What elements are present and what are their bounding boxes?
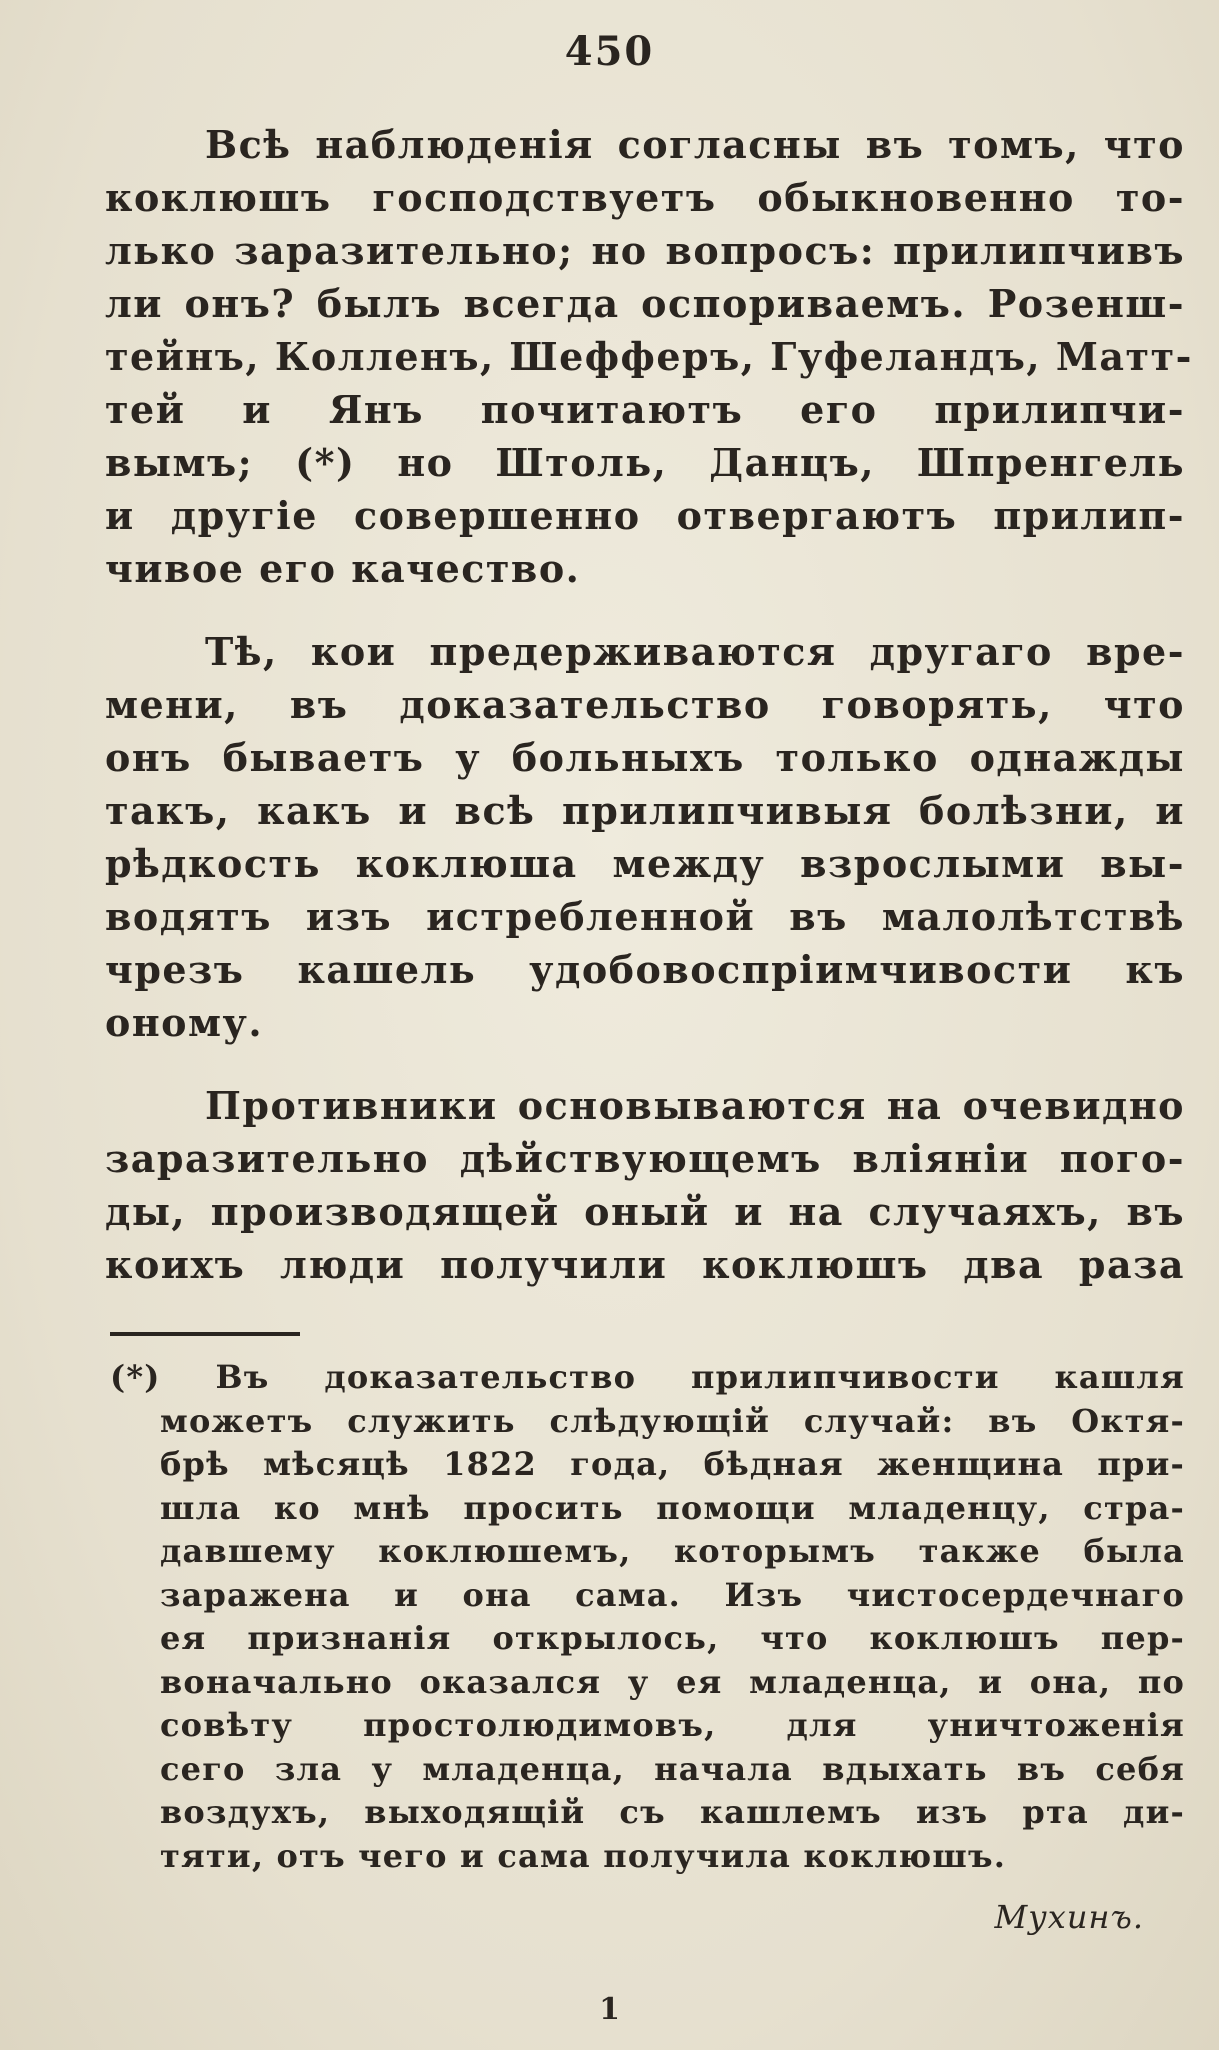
paragraph-3 (105, 1079, 1185, 1291)
text-line: тейнъ, Колленъ, Шефферъ, Гуфеландъ, Матт- (105, 334, 1193, 379)
text-line: водятъ изъ истребленной въ малолѣтствѣ (105, 894, 1185, 939)
text-line: коклюшъ господствуетъ обыкновенно то- (105, 175, 1185, 220)
footnote-line: брѣ мѣсяцѣ 1822 года, бѣдная женщина при- (160, 1445, 1185, 1483)
footnote-line: можетъ служить слѣдующій случай: въ Октя- (160, 1401, 1185, 1440)
footnote-line: совѣту простолюдимовъ, для уничтоженія (160, 1706, 1185, 1744)
footnote-line: воначально оказался у ея младенца, и она, по (160, 1662, 1185, 1701)
text-line: лько заразительно; но вопросъ: прилипчивъ (105, 228, 1185, 273)
paragraph-1 (105, 118, 1193, 595)
footnote-line: ея признанія открылось, что коклюшъ пер- (160, 1619, 1185, 1657)
text-line: рѣдкость коклюша между взрослыми вы- (105, 841, 1185, 886)
text-line: и другіе совершенно отвергаютъ прилип- (105, 493, 1185, 538)
text-line: Всѣ наблюденія согласны въ томъ, что (205, 122, 1185, 167)
text-line: коихъ люди получили коклюшъ два раза (105, 1242, 1185, 1287)
footnote-line: воздухъ, выходящій съ кашлемъ изъ рта ди- (160, 1793, 1185, 1831)
text-line: чрезъ кашель удобовоспріимчивости къ (105, 947, 1185, 992)
text-line: мени, въ доказательство говорять, что (105, 682, 1185, 727)
footnote-line: сего зла у младенца, начала вдыхать въ себя (160, 1749, 1185, 1788)
footnote-signature: Мухинъ. (994, 1898, 1144, 1936)
footnote (110, 1356, 1185, 1878)
text-line: Тѣ, кои предерживаются другаго вре- (205, 629, 1185, 674)
footnote-line: тяти, отъ чего и сама получила коклюшъ. (160, 1836, 1007, 1875)
paragraph-2 (105, 625, 1185, 1049)
footnote-line: давшему коклюшемъ, которымъ также была (160, 1532, 1185, 1570)
text-line: тей и Янъ почитаютъ его прилипчи- (105, 387, 1185, 432)
signature-mark: 1 (599, 1992, 620, 2027)
text-line: заразительно дѣйствующемъ вліяніи пого- (105, 1136, 1185, 1181)
footnote-line: заражена и она сама. Изъ чистосердечнаго (160, 1575, 1185, 1614)
text-line: чивое его качество. (105, 546, 581, 591)
body-text (105, 118, 1193, 1291)
page-number: 450 (564, 28, 655, 75)
text-line: ды, производящей оный и на случаяхъ, въ (105, 1189, 1185, 1234)
text-line: оному. (105, 1000, 264, 1045)
text-line: ли онъ? былъ всегда оспориваемъ. Розенш- (105, 281, 1185, 326)
text-line: такъ, какъ и всѣ прилипчивыя болѣзни, и (105, 788, 1185, 833)
footnote-line: шла ко мнѣ просить помощи младенцу, стра- (160, 1488, 1185, 1527)
text-line: вымъ; (*) но Штоль, Данцъ, Шпренгель (105, 440, 1185, 485)
text-line: онъ бываетъ у больныхъ только однажды (105, 735, 1185, 780)
footnote-line: (*) Въ доказательство прилипчивости кашля (110, 1358, 1185, 1396)
text-line: Противники основываются на очевидно (205, 1083, 1185, 1128)
footnote-divider (110, 1332, 300, 1336)
